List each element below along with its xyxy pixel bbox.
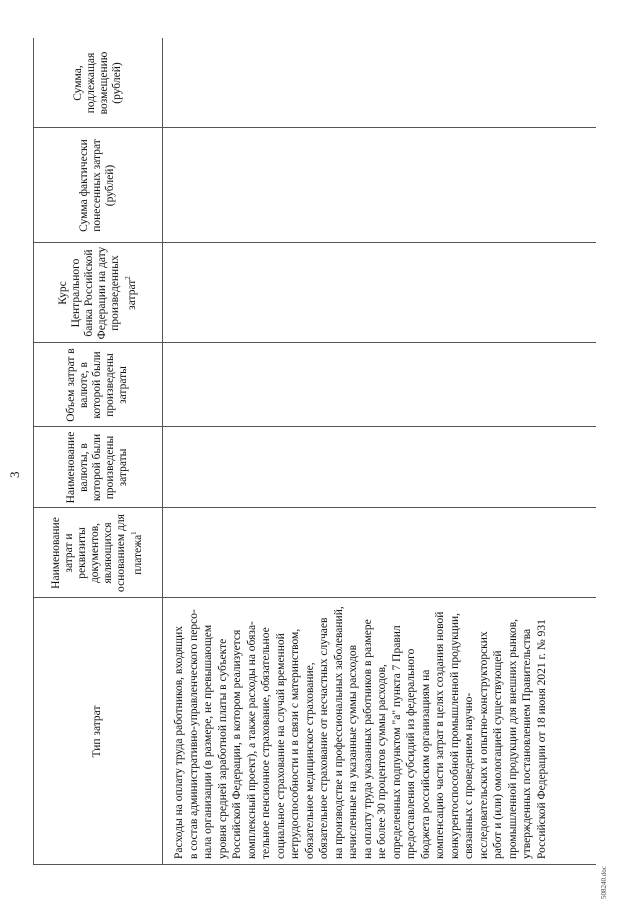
cost-type-line: определенных подпунктом "а" пункта 7 Правил [390,625,403,859]
cost-type-line: бюджета российским организациям на [419,669,432,859]
cost-type-cell [172,606,549,859]
header-cost-name [33,508,162,598]
document-id: 508240.doc [600,866,608,899]
header-currency-amount: Объем затрат в валюте, в которой были произведены затраты [65,348,129,422]
cost-type-line: Российской Федерации от 18 июня 2021 г. № 931 [535,619,548,859]
cost-table [33,38,596,865]
cost-type-line: на производстве и профессиональных заболеваний, [332,606,345,859]
cost-type-line: предоставления субсидий из федерального [405,648,417,859]
cost-type-line: обязательное страхование от несчастных случаев [318,617,330,859]
cost-type-line: комплексный проект), а также расходы на обяза- [245,621,258,859]
column-currency-name [33,427,596,508]
column-reimbursement [33,38,596,128]
header-cost-name-text: Наименование затрат и реквизиты документов, являющихся основанием для платежа [50,514,144,592]
cost-type-line: начисленные на указанные суммы расходов [347,644,359,859]
cost-type-line: компенсацию части затрат в целях создания новой [434,611,446,859]
header-cost-type: Тип затрат [91,705,103,758]
cost-type-line: социальное страхование на случай временной [274,633,287,859]
column-exchange-rate [33,243,596,343]
footnote-marker: 2 [123,276,132,280]
cost-type-line: связанных с проведением научно- [463,692,475,859]
cost-type-line: исследовательских и опытно-конструкторских [477,631,490,859]
cost-type-line: в состав административно-управленческого персо- [187,609,200,859]
cost-type-line: работ и (или) омологацией существующей [492,650,504,859]
cost-type-line: нетрудоспособности и в связи с материнством, [289,628,301,859]
cost-type-line: обязательное медицинское страхование, [303,662,316,859]
cost-type-line: не более 30 процентов суммы расходов, [376,664,388,859]
cost-type-line: Расходы на оплату труда работников, входящих [173,626,185,859]
cost-type-line: промышленной продукции для внешних рынков, [506,619,519,859]
column-actual-costs [33,128,596,243]
cost-type-line: нала организации (в размере, не превышающем [202,624,214,859]
header-currency-name: Наименование валюты, в которой были произведены затраты [65,431,129,504]
cost-type-line: утвержденных постановлением Правительства [521,628,533,859]
column-cost-name [33,508,596,598]
cost-type-line: на оплату труда указанных работников в размере [361,619,374,859]
header-reimbursement: Сумма, подлежащая возмещению (рублей) [71,51,123,115]
page-number: 3 [7,471,22,478]
cost-type-line: тельное пенсионное страхование, обязательное [260,627,272,859]
header-actual-costs: Сумма фактически понесенных затрат (рублей) [78,139,116,232]
header-exchange-rate-text: Курс Центрального банка Российской Федерации на дату произведенных затрат [56,246,138,340]
cost-type-line: конкурентоспособной промышленной продукции, [448,612,461,859]
cost-type-line: Российской Федерации, в котором реализуется [231,629,243,859]
column-currency-amount [33,343,596,427]
header-exchange-rate [33,243,162,343]
cost-type-line: уровня средней заработной платы в субъекте [216,638,229,859]
footnote-marker: 1 [130,531,139,535]
